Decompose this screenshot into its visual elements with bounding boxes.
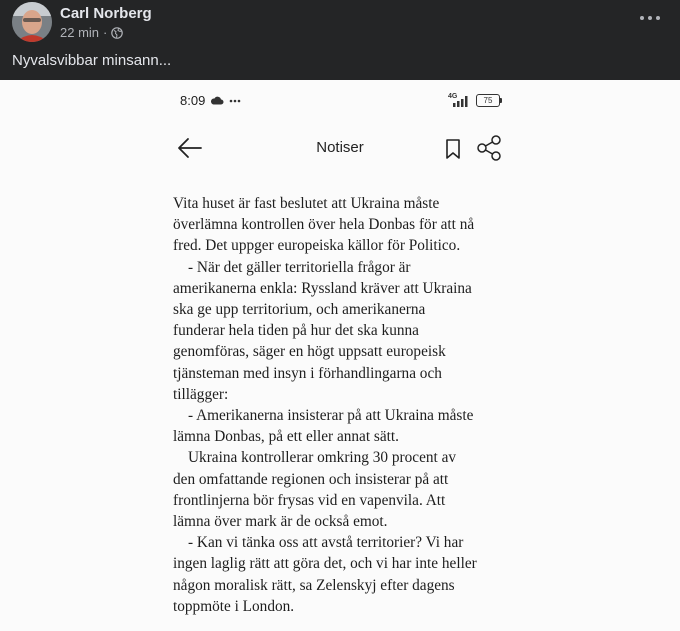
article-paragraph: - Amerikanerna insisterar på att Ukraina måste lämna Donbas, på ett eller annat sätt. bbox=[173, 407, 474, 446]
post-header bbox=[0, 0, 680, 80]
article-paragraph: Vita huset är fast beslutet att Ukraina måste överlämna kontrollen över hela Donbas för att nå fred. Det uppger europeiska källor för Politico. bbox=[173, 195, 475, 255]
battery-indicator: 75 bbox=[476, 94, 500, 107]
post-caption: Nyvalsvibbar minsann... bbox=[12, 52, 172, 69]
signal-indicator bbox=[448, 92, 472, 107]
bookmark-icon[interactable] bbox=[444, 138, 462, 160]
meta-separator: · bbox=[103, 25, 108, 40]
app-nav-bar bbox=[170, 132, 510, 164]
network-badge: 4G bbox=[448, 92, 458, 100]
more-horizontal-icon bbox=[640, 16, 644, 20]
post-time[interactable]: 22 min bbox=[60, 25, 100, 40]
post-meta bbox=[60, 25, 123, 40]
cloud-icon bbox=[210, 96, 224, 105]
status-bar-right bbox=[448, 94, 500, 107]
post-author[interactable]: Carl Norberg bbox=[60, 5, 152, 22]
more-options-button[interactable] bbox=[640, 8, 660, 28]
article-paragraph: Ukraina kontrollerar omkring 30 procent av den omfattande regionen och insisterar på att frontlinjerna bör frysas vid en vapenvila. Att lämna över mark är de också emot. bbox=[173, 449, 457, 531]
globe-icon bbox=[111, 27, 123, 39]
status-time: 8:09 bbox=[180, 93, 206, 108]
article-paragraph: - Kan vi tänka oss att avstå territorier? Vi har ingen laglig rätt att göra det, och vi har inte heller någon moralisk rätt, sa Zelenskyj efter dagens toppmöte i London. bbox=[173, 534, 477, 615]
more-dots-icon bbox=[229, 99, 241, 103]
article-paragraph: - När det gäller territoriella frågor är amerikanerna enkla: Ryssland kräver att Ukraina ska ge upp territorium, och amerikanerna funderar hela tiden på hur det ska kunna genomföras, säger en högt uppsatt europeisk tjänsteman med insyn i förhandlingarna och tillägger: bbox=[173, 258, 472, 403]
article-body bbox=[173, 193, 513, 617]
share-icon[interactable] bbox=[475, 134, 503, 162]
avatar[interactable] bbox=[12, 2, 52, 42]
status-bar-left bbox=[180, 93, 241, 108]
nav-title: Notiser bbox=[316, 139, 364, 156]
signal-bars-icon bbox=[453, 96, 471, 107]
